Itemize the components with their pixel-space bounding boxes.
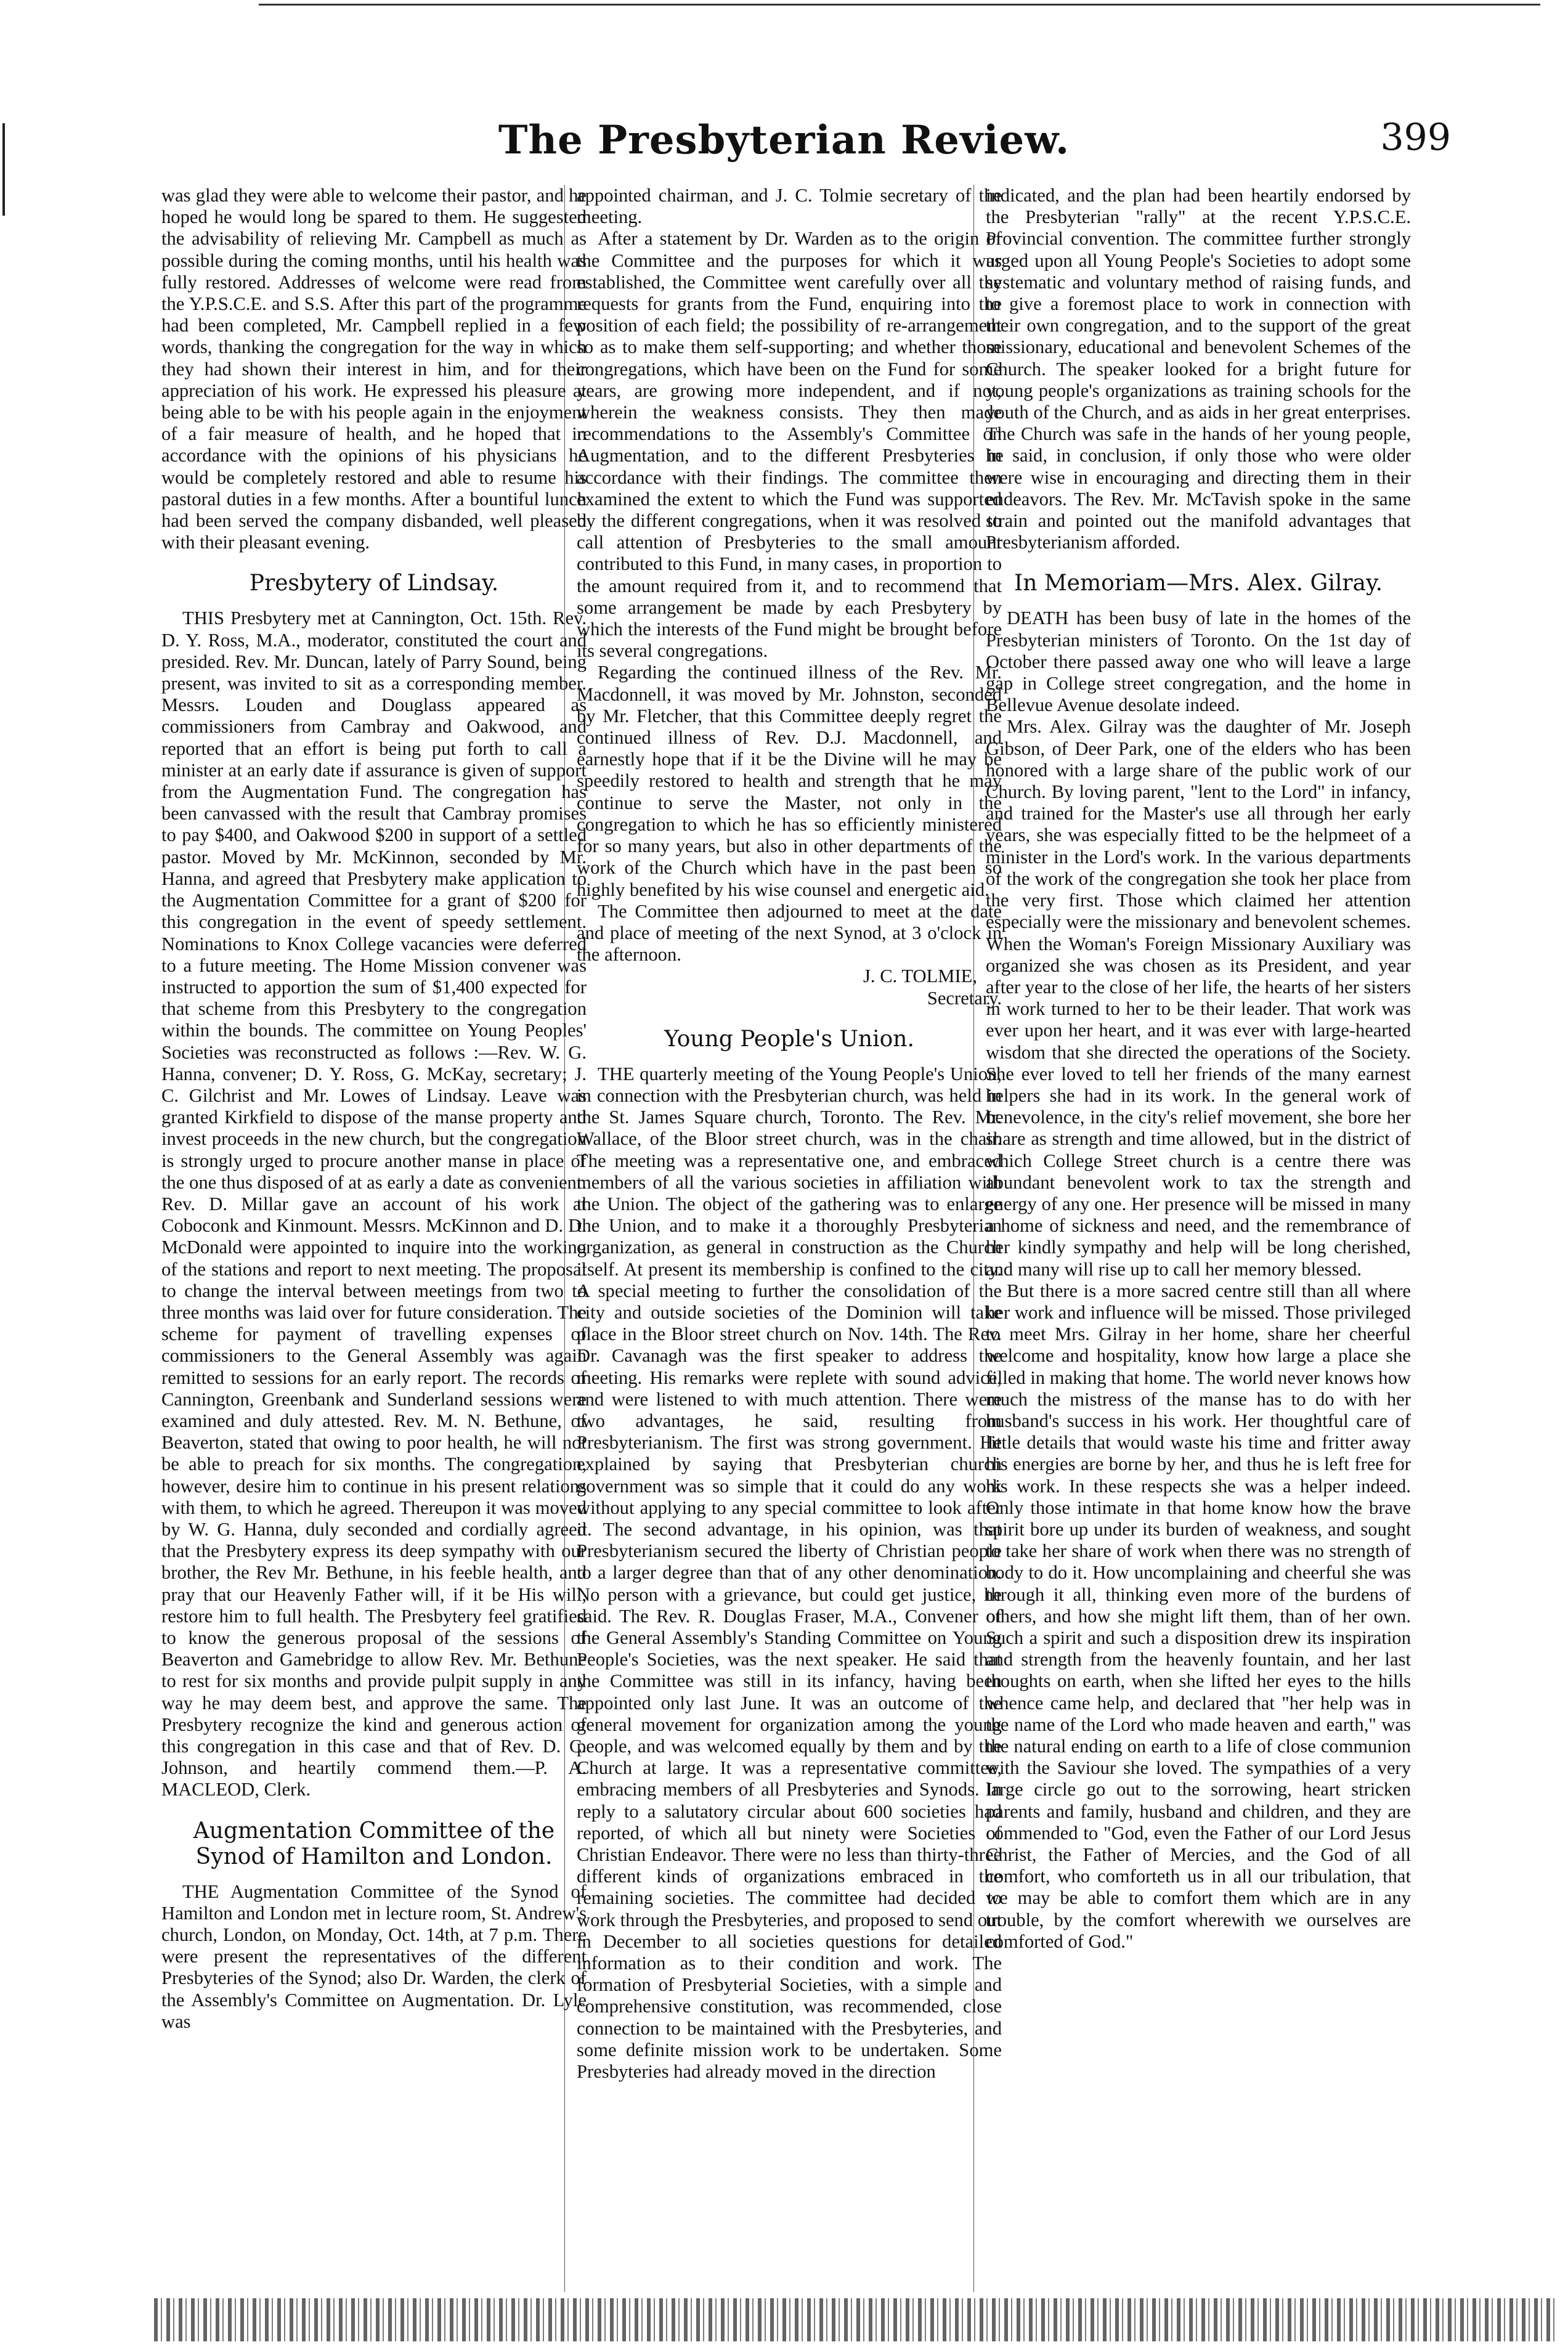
page-header xyxy=(0,111,1568,185)
section-heading-augmentation: Augmentation Committee of the Synod of Hamilton and London. xyxy=(193,1818,555,1869)
paragraph: THE quarterly meeting of the Young People's Union, in connection with the Presbyterian church, was held in the St. James Square church, Toronto. The Rev. Mr. Wallace, of the Bloor street church, was in the chair. The meeting was a representative one, and embraced members of all the various societies in affiliation with the Union. The object of the gathering was to enlarge the Union, and to make it a thoroughly Presbyterian organization, as general in construction as the Church itself. At present its membership is confined to the city. A special meeting to further the consolidation of the city and outside societies of the Dominion will take place in the Bloor street church on Nov. 14th. The Rev. Dr. Cavanagh was the first speaker to address the meeting. His remarks were replete with sound advice, and were listened to with much attention. There were two advantages, he said, resulting from Presbyterianism. The first was strong government. He explained by saying that Presbyterian church government was so simple that it could do any work without applying to any special committee to look after it. The second advantage, in his opinion, was that Presbyterianism secured the liberty of Christian people to a larger degree than that of any other denomination. No person with a grievance, but could get justice, he said. The Rev. R. Douglas Fraser, M.A., Convener of the General Assembly's Standing Committee on Young People's Societies, was the next speaker. He said that the Committee was still in its infancy, having been appointed only last June. It was an outcome of the general movement for organization among the young people, and was welcomed equally by them and by the Church at large. It was a representative committee, embracing members of all Presbyteries and Synods. In reply to a salutatory circular about 600 societies had reported, of which all but ninety were Societies of Christian Endeavor. There were no less than thirty-three different kinds of organizations embraced in the remaining societies. The committee had decided to work through the Presbyteries, and proposed to send out in December to all societies questions for detailed information as to their condition and work. The formation of Presbyterial Societies, with a simple and comprehensive constitution, was recommended, close connection to be maintained with the Presbyteries, and some definite mission work to be undertaken. Some Presbyteries had already moved in the direction xyxy=(577,1063,1002,2083)
signature-title: Secretary. xyxy=(927,987,1002,1009)
paragraph: DEATH has been busy of late in the homes of the Presbyterian ministers of Toronto. On the 1st day of October there passed away one who will leave a large gap in College street congregation, and the home in Bellevue Avenue desolate indeed. xyxy=(986,608,1411,716)
section-heading-lindsay: Presbytery of Lindsay. xyxy=(249,571,499,596)
top-border xyxy=(0,0,1568,14)
paragraph: But there is a more sacred centre still than all where her work and influence will be missed. Those privileged to meet Mrs. Gilray in her home, share her cheerful welcome and hospitality, know how large a place she filled in making that home. The world never knows how much the mistress of the manse has to do with her husband's success in his work. Her thoughtful care of little details that would waste his time and fritter away his energies are borne by her, and thus he is left free for his work. In these respects she was a helper indeed. Only those intimate in that home know how the brave spirit bore up under its burden of weakness, and sought to take her share of work when there was no strength of body to do it. How uncomplaining and cheerful she was through it all, thinking even more of the burdens of others, and how she might lift them, than of her own. Such a spirit and such a disposition drew its inspiration and strength from the heavenly fountain, and her last thoughts on earth, when she lifted her eyes to the hills whence came help, and declared that "her help was in the name of the Lord who made heaven and earth," was the natural ending on earth to a life of close communion with the Saviour she loved. The sympathies of a very large circle go out to the sorrowing, heart stricken parents and family, husband and children, and they are commended to "God, even the Father of our Lord Jesus Christ, the Father of Mercies, and the God of all comfort, who comforteth us in all our tribulation, that we may be able to comfort them which are in any trouble, by the comfort wherewith we ourselves are comforted of God." xyxy=(986,1280,1411,1952)
paragraph: indicated, and the plan had been heartily endorsed by the Presbyterian "rally" at the recent Y.P.S.C.E. Provincial convention. The committee further strongly urged upon all Young People's Societies to adopt some systematic and voluntary method of raising funds, and to give a foremost place to work in connection with their own congregation, and to the support of the great missionary, educational and benevolent Schemes of the Church. The speaker looked for a bright future for young people's organizations as training schools for the youth of the Church, and as aids in her great enterprises. The Church was safe in the hands of her young people, he said, in conclusion, if only those who were older were wise in encouraging and directing them in their endeavors. The Rev. Mr. McTavish spoke in the same strain and pointed out the manifold advantages that Presbyterianism afforded. xyxy=(986,185,1411,553)
scan-bottom-noise xyxy=(154,2298,1559,2341)
paragraph: THE Augmentation Committee of the Synod of Hamilton and London met in lecture room, St. Andrew's church, London, on Monday, Oct. 14th, at 7 p.m. There were present the representatives of the different Presbyteries of the Synod; also Dr. Warden, the clerk of the Assembly's Committee on Augmentation. Dr. Lyle was xyxy=(161,1880,587,2032)
paragraph: was glad they were able to welcome their pastor, and he hoped he would long be spared to them. He suggested the advisability of relieving Mr. Campbell as much as possible during the coming months, until his health was fully restored. Addresses of welcome were read from the Y.P.S.C.E. and S.S. After this part of the programme had been completed, Mr. Campbell replied in a few words, thanking the congregation for the way in which they had shown their interest in him, and for their appreciation of his work. He expressed his pleasure at being able to be with his people again in the enjoyment of a fair measure of health, and he hoped that in accordance with the opinions of his physicians he would be completely restored and able to resume his pastoral duties in a few months. After a bountiful lunch had been served the company disbanded, well pleased with their pleasant evening. xyxy=(161,185,587,553)
section-heading-memoriam: In Memoriam—Mrs. Alex. Gilray. xyxy=(1014,571,1383,596)
column-3 xyxy=(986,185,1411,1953)
page-title: The Presbyterian Review. xyxy=(498,117,1070,163)
paragraph: After a statement by Dr. Warden as to the origin of the Committee and the purposes for which it was established, the Committee went carefully over all the requests for grants from the Fund, enquiring into the position of each field; the possibility of re-arrangement so as to make them self-supporting; and whether those congregations, which have been on the Fund for some years, are growing more independent, and if not, wherein the weakness consists. They then made recommendations to the Assembly's Committee on Augmentation, and to the different Presbyteries in accordance with their findings. The committee then examined the extent to which the Fund was supported by the different congregations, when it was resolved to call attention of Presbyteries to the small amount contributed to this Fund, in many cases, in proportion to the amount required from it, and to recommend that some arrangement be made by each Presbytery by which the interests of the Fund might be brought before its several congregations. xyxy=(577,228,1002,662)
section-heading-young-people: Young People's Union. xyxy=(664,1026,914,1052)
paragraph: The Committee then adjourned to meet at the date and place of meeting of the next Synod, at 3 o'clock in the afternoon. xyxy=(577,900,1002,966)
paragraph: Mrs. Alex. Gilray was the daughter of Mr. Joseph Gibson, of Deer Park, one of the elders who has been honored with a large share of the public work of our Church. By loving parent, "lent to the Lord" in infancy, and trained for the Master's use all through her early years, she was especially fitted to be the helpmeet of a minister in the Lord's work. In the various departments of the work of the congregation she took her place from the very first. Those which claimed her attention especially were the missionary and benevolent schemes. When the Woman's Foreign Missionary Auxiliary was organized she was chosen as its President, and year after year to the close of her life, the hearts of her sisters in work turned to her to be their leader. That work was ever upon her heart, and it was ever with large-hearted wisdom that she directed the operations of the Society. She ever loved to tell her friends of the many earnest helpers she had in its work. In the general work of benevolence, in the city's relief movement, she bore her share as strength and time allowed, but in the district of which College Street church is a centre there was abundant benevolent work to tax the strength and energy of any one. Her presence will be missed in many a home of sickness and need, and the remembrance of her kindly sympathy and help will be long cherished, and many will rise up to call her memory blessed. xyxy=(986,716,1411,1280)
paragraph: appointed chairman, and J. C. Tolmie secretary of the meeting. xyxy=(577,185,1002,228)
column-1 xyxy=(161,185,587,2033)
paragraph: THIS Presbytery met at Cannington, Oct. 15th. Rev. D. Y. Ross, M.A., moderator, constituted the court and presided. Rev. Mr. Duncan, lately of Parry Sound, being present, was invited to sit as a corresponding member. Messrs. Louden and Douglass appeared as commissioners from Cambray and Oakwood, and reported that an effort is being put forth to call a minister at an early date if assurance is given of support from the Augmentation Fund. The congregation has been canvassed with the result that Cambray promises to pay $400, and Oakwood $200 in support of a settled pastor. Moved by Mr. McKinnon, seconded by Mr. Hanna, and agreed that Presbytery make application to the Augmentation Committee for a grant of $200 for this congregation in the event of speedy settlement. Nominations to Knox College vacancies were deferred to a future meeting. The Home Mission convener was instructed to apportion the sum of $1,400 expected for that scheme from this Presbytery to the congregation within the bounds. The committee on Young Peoples' Societies was reconstructed as follows :—Rev. W. G. Hanna, convener; D. Y. Ross, G. McKay, secretary; J. C. Gilchrist and Mr. Lowes of Lindsay. Leave was granted Kirkfield to dispose of the manse property and invest proceeds in the new church, but the congregation is strongly urged to procure another manse in place of the one thus disposed of at as early a date as convenient. Rev. D. Millar gave an account of his work at Coboconk and Kinmount. Messrs. McKinnon and D. D. McDonald were appointed to inquire into the working of the stations and report to next meeting. The proposal to change the interval between meetings from two to three months was laid over for future consideration. The scheme for payment of travelling expenses of commissioners to the General Assembly was again remitted to sessions for an early report. The records of Cannington, Greenbank and Sunderland sessions were examined and duly attested. Rev. M. N. Bethune, of Beaverton, stated that owing to poor health, he will not be able to preach for six months. The congregation, however, desire him to continue in his present relations with them, to which he agreed. Thereupon it was moved by W. G. Hanna, duly seconded and cordially agreed that the Presbytery express its deep sympathy with our brother, the Rev Mr. Bethune, in his feeble health, and pray that our Heavenly Father will, if it be His will, restore him to full health. The Presbytery feel gratified to know the generous proposal of the sessions of Beaverton and Gamebridge to allow Rev. Mr. Bethune to rest for six months and provide pulpit supply in any way he may deem best, and approve the same. The Presbytery recognize the kind and generous action of this congregation in this case and that of Rev. D. C. Johnson, and heartily commend them.—P. A. MACLEOD, Clerk. xyxy=(161,608,587,1800)
column-2 xyxy=(577,185,1002,2083)
paragraph: Regarding the continued illness of the Rev. Mr. Macdonnell, it was moved by Mr. Johnston, seconded by Mr. Fletcher, that this Committee deeply regret the continued illness of Rev. D.J. Macdonnell, and earnestly hope that if it be the Divine will he may be speedily restored to health and strength that he may continue to serve the Master, not only in the congregation to which he has so efficiently ministered for so many years, but also in other departments of the work of the Church which have in the past been so highly benefited by his wise counsel and energetic aid. xyxy=(577,662,1002,900)
page-number: 399 xyxy=(1380,116,1451,159)
signature-name: J. C. TOLMIE, xyxy=(863,966,977,987)
